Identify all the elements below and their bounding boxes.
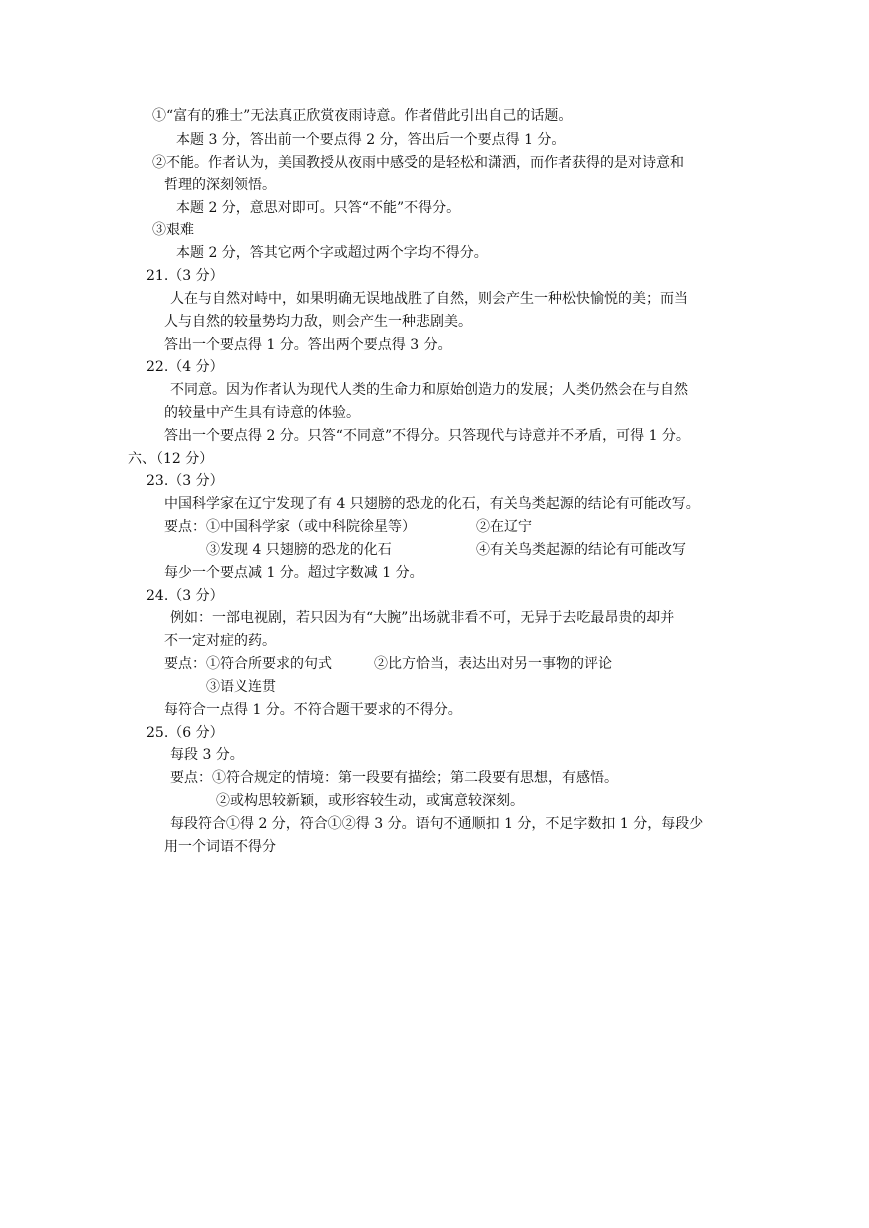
- text-line: 不同意。因为作者认为现代人类的生命力和原始创造力的发展；人类仍然会在与自然: [170, 382, 688, 398]
- key-point: ②在辽宁: [476, 519, 532, 535]
- question-number: 23.（3 分）: [146, 473, 224, 489]
- text-line: 答出一个要点得 2 分。只答“不同意”不得分。只答现代与诗意并不矛盾，可得 1 分。: [164, 428, 690, 444]
- text-line: 例如：一部电视剧，若只因为有“大腕”出场就非看不可，无异于去吃最昂贵的却并: [170, 610, 675, 626]
- key-point: ③发现 4 只翅膀的恐龙的化石: [206, 542, 392, 558]
- key-point: ②或构思较新颖，或形容较生动，或寓意较深刻。: [216, 793, 524, 809]
- key-point: ②比方恰当，表达出对另一事物的评论: [374, 656, 612, 672]
- section-heading: 六、（12 分）: [128, 451, 214, 467]
- text-line: 每段符合①得 2 分，符合①②得 3 分。语句不通顺扣 1 分，不足字数扣 1 分，每段少: [170, 816, 704, 832]
- key-point: ③语义连贯: [206, 679, 276, 695]
- key-point: 要点：①符合所要求的句式: [164, 656, 332, 672]
- text-line: 人与自然的较量势均力敌，则会产生一种悲剧美。: [164, 314, 472, 330]
- text-line: 不一定对症的药。: [164, 633, 276, 649]
- key-point: ④有关鸟类起源的结论有可能改写: [476, 542, 686, 558]
- key-point: 要点：①符合规定的情境：第一段要有描绘；第二段要有思想，有感悟。: [170, 770, 618, 786]
- text-line: 的较量中产生具有诗意的体验。: [164, 405, 360, 421]
- text-line: 答出一个要点得 1 分。答出两个要点得 3 分。: [164, 337, 452, 353]
- question-number: 25.（6 分）: [146, 725, 224, 741]
- question-number: 21.（3 分）: [146, 268, 224, 284]
- key-point: 要点：①中国科学家（或中科院徐星等）: [164, 519, 416, 535]
- text-line: 本题 2 分，意思对即可。只答“不能”不得分。: [176, 200, 461, 216]
- text-line: ③艰难: [152, 222, 194, 238]
- text-line: 每段 3 分。: [170, 747, 244, 763]
- text-line: 中国科学家在辽宁发现了有 4 只翅膀的恐龙的化石，有关鸟类起源的结论有可能改写。: [164, 496, 700, 512]
- question-number: 22.（4 分）: [146, 359, 224, 375]
- text-line: ②不能。作者认为，美国教授从夜雨中感受的是轻松和潇洒，而作者获得的是对诗意和: [152, 155, 684, 171]
- question-number: 24.（3 分）: [146, 588, 224, 604]
- text-line: 本题 2 分，答其它两个字或超过两个字均不得分。: [176, 245, 488, 261]
- text-line: ①“富有的雅士”无法真正欣赏夜雨诗意。作者借此引出自己的话题。: [152, 108, 573, 124]
- text-line: 本题 3 分，答出前一个要点得 2 分，答出后一个要点得 1 分。: [176, 132, 566, 148]
- text-line: 哲理的深刻领悟。: [164, 177, 276, 193]
- text-line: 人在与自然对峙中，如果明确无误地战胜了自然，则会产生一种松快愉悦的美；而当: [170, 291, 688, 307]
- text-line: 每符合一点得 1 分。不符合题干要求的不得分。: [164, 702, 462, 718]
- text-line: 每少一个要点减 1 分。超过字数减 1 分。: [164, 565, 424, 581]
- text-line: 用一个词语不得分: [164, 839, 276, 855]
